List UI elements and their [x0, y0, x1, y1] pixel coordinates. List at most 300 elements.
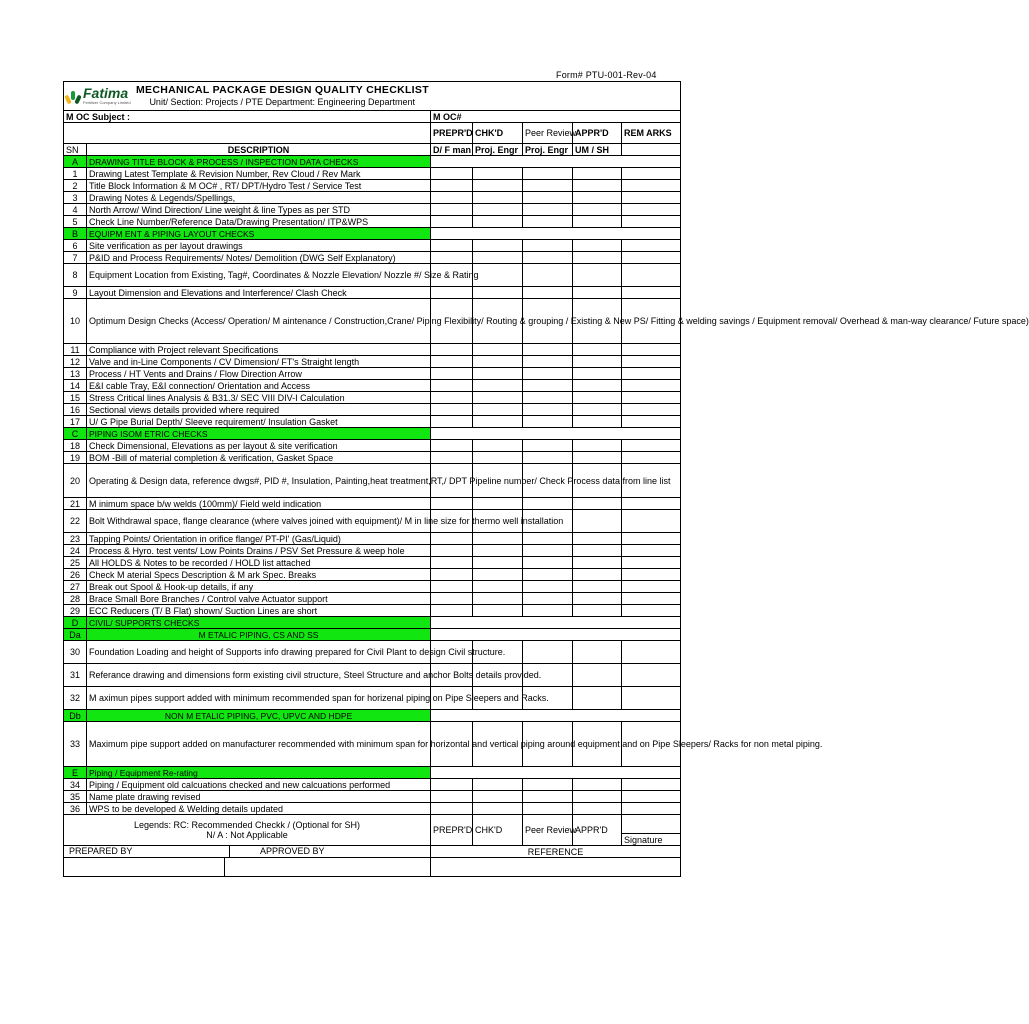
col-remarks-role [622, 144, 681, 156]
chkd-check[interactable] [473, 779, 523, 791]
item-sn: 18 [64, 440, 87, 452]
remarks-cell[interactable] [622, 416, 681, 428]
remarks-cell[interactable] [622, 791, 681, 803]
checklist-item-row [64, 380, 681, 392]
footer-apprd: APPR'D [573, 815, 622, 846]
remarks-cell[interactable] [622, 168, 681, 180]
item-sn: Db [64, 710, 87, 722]
preprd-check[interactable] [431, 404, 473, 416]
preprd-check[interactable] [431, 368, 473, 380]
apprd-check[interactable] [573, 791, 622, 803]
peer-check[interactable] [523, 416, 573, 428]
item-description: P&ID and Process Requirements/ Notes/ Demolition (DWG Self Explanatory) [87, 252, 431, 264]
remarks-cell[interactable] [622, 440, 681, 452]
apprd-check[interactable] [573, 803, 622, 815]
legend-line-1: Legends: RC: Recommended Checkk / (Optional for SH) [133, 820, 361, 830]
checklist-table [63, 81, 1029, 877]
peer-check[interactable] [523, 498, 573, 510]
signature-label: Signature [622, 834, 681, 846]
chkd-check[interactable] [473, 440, 523, 452]
apprd-check[interactable] [573, 344, 622, 356]
apprd-check[interactable] [573, 545, 622, 557]
apprd-check[interactable] [573, 356, 622, 368]
title-block-right [431, 82, 681, 111]
peer-check[interactable] [523, 557, 573, 569]
item-sn: 9 [64, 287, 87, 299]
remarks-cell[interactable] [622, 533, 681, 545]
apprd-check[interactable] [573, 641, 622, 664]
apprd-check[interactable] [573, 192, 622, 204]
apprd-check[interactable] [573, 264, 622, 287]
preprd-check[interactable] [431, 344, 473, 356]
preprd-check[interactable] [431, 605, 473, 617]
item-sn: 33 [64, 722, 87, 767]
col-apprd: APPR'D [573, 123, 622, 144]
chkd-check[interactable] [473, 392, 523, 404]
col-preprd: PREPR'D [431, 123, 473, 144]
peer-check[interactable] [523, 180, 573, 192]
footer-chkd: CHK'D [473, 815, 523, 846]
remarks-cell[interactable] [622, 356, 681, 368]
preprd-check[interactable] [431, 440, 473, 452]
preprd-check[interactable] [431, 557, 473, 569]
checklist-item-row [64, 581, 681, 593]
chkd-check[interactable] [473, 168, 523, 180]
chkd-check[interactable] [473, 498, 523, 510]
col-peer-role: Proj. Engr [523, 144, 573, 156]
peer-check[interactable] [523, 545, 573, 557]
item-sn: 19 [64, 452, 87, 464]
section-title: M ETALIC PIPING, CS AND SS [87, 629, 431, 641]
chkd-check[interactable] [473, 344, 523, 356]
remarks-cell[interactable] [622, 216, 681, 228]
legend-row [64, 815, 681, 834]
remarks-cell[interactable] [622, 192, 681, 204]
checklist-item-row [64, 510, 681, 533]
item-sn: 15 [64, 392, 87, 404]
peer-check[interactable] [523, 287, 573, 299]
item-sn: B [64, 228, 87, 240]
chkd-check[interactable] [473, 287, 523, 299]
preprd-check[interactable] [431, 779, 473, 791]
preprd-check[interactable] [431, 180, 473, 192]
item-sn: 12 [64, 356, 87, 368]
item-description: E&I cable Tray, E&I connection/ Orientation and Access [87, 380, 431, 392]
apprd-check[interactable] [573, 498, 622, 510]
moc-row [64, 111, 681, 123]
logo-name: Fatima [83, 85, 129, 101]
item-sn: 29 [64, 605, 87, 617]
item-sn: 8 [64, 264, 87, 287]
peer-check[interactable] [523, 440, 573, 452]
item-description: Layout Dimension and Elevations and Interference/ Clash Check [87, 287, 431, 299]
item-sn: 10 [64, 299, 87, 344]
peer-check[interactable] [523, 581, 573, 593]
apprd-check[interactable] [573, 216, 622, 228]
checklist-item-row [64, 464, 681, 498]
preprd-check[interactable] [431, 791, 473, 803]
checklist-item-row [64, 498, 681, 510]
sign-off-blank [64, 858, 431, 877]
remarks-cell[interactable] [622, 605, 681, 617]
remarks-cell[interactable] [622, 593, 681, 605]
peer-check[interactable] [523, 380, 573, 392]
remarks-cell[interactable] [622, 204, 681, 216]
logo-subtext: Fertilizer Company Limited [83, 100, 131, 105]
checklist-item-row [64, 687, 681, 710]
peer-check[interactable] [523, 605, 573, 617]
item-description: Foundation Loading and height of Supports info drawing prepared for Civil Plant to design Civil structure. [87, 641, 431, 664]
chkd-check[interactable] [473, 452, 523, 464]
chkd-check[interactable] [473, 581, 523, 593]
remarks-cell[interactable] [622, 545, 681, 557]
item-sn: 17 [64, 416, 87, 428]
checklist-item-row [64, 452, 681, 464]
preprd-check[interactable] [431, 216, 473, 228]
section-title: PIPING ISOM ETRIC CHECKS [87, 428, 431, 440]
item-sn: 4 [64, 204, 87, 216]
apprd-check[interactable] [573, 687, 622, 710]
preprd-check[interactable] [431, 168, 473, 180]
preprd-check[interactable] [431, 287, 473, 299]
apprd-check[interactable] [573, 557, 622, 569]
remarks-cell[interactable] [622, 641, 681, 664]
checklist-item-row [64, 722, 681, 767]
checklist-item-row [64, 533, 681, 545]
item-description: Referance drawing and dimensions form existing civil structure, Steel Structure and anchor Bolts details provided. [87, 664, 431, 687]
remarks-cell[interactable] [622, 287, 681, 299]
remarks-cell[interactable] [622, 687, 681, 710]
item-sn: 30 [64, 641, 87, 664]
item-sn: D [64, 617, 87, 629]
approved-by-label: APPROVED BY [260, 846, 325, 856]
remarks-cell[interactable] [622, 779, 681, 791]
checklist-item-row [64, 264, 681, 287]
moc-number-label: M OC# [431, 111, 681, 123]
peer-check[interactable] [523, 803, 573, 815]
item-description: All HOLDS & Notes to be recorded / HOLD list attached [87, 557, 431, 569]
chkd-check[interactable] [473, 380, 523, 392]
peer-check[interactable] [523, 204, 573, 216]
sign-off-cells [64, 846, 431, 858]
apprd-check[interactable] [573, 440, 622, 452]
apprd-check[interactable] [573, 180, 622, 192]
remarks-cell[interactable] [622, 803, 681, 815]
col-remarks: REM ARKS [622, 123, 681, 144]
apprd-check[interactable] [573, 252, 622, 264]
col-peer-review: Peer Review [523, 123, 573, 144]
peer-check[interactable] [523, 240, 573, 252]
item-description: Name plate drawing revised [87, 791, 431, 803]
remarks-cell[interactable] [622, 180, 681, 192]
preprd-check[interactable] [431, 252, 473, 264]
apprd-check[interactable] [573, 204, 622, 216]
checklist-item-row [64, 593, 681, 605]
peer-check[interactable] [523, 168, 573, 180]
prepared-by-label: PREPARED BY [64, 846, 230, 857]
item-description: Brace Small Bore Branches / Control valve Actuator support [87, 593, 431, 605]
checklist-item-row [64, 641, 681, 664]
apprd-check[interactable] [573, 605, 622, 617]
peer-check[interactable] [523, 569, 573, 581]
peer-check[interactable] [523, 252, 573, 264]
apprd-check[interactable] [573, 287, 622, 299]
checklist-item-row [64, 791, 681, 803]
item-sn: 28 [64, 593, 87, 605]
chkd-check[interactable] [473, 404, 523, 416]
section-blank-cells [431, 617, 681, 629]
section-blank-cells [431, 710, 681, 722]
item-description: Bolt Withdrawal space, flange clearance (where valves joined with equipment)/ M in line size for thermo well installation [87, 510, 431, 533]
peer-check[interactable] [523, 344, 573, 356]
item-sn: 22 [64, 510, 87, 533]
chkd-check[interactable] [473, 204, 523, 216]
remarks-cell[interactable] [622, 240, 681, 252]
item-sn: 25 [64, 557, 87, 569]
preprd-check[interactable] [431, 569, 473, 581]
peer-check[interactable] [523, 392, 573, 404]
item-sn: 7 [64, 252, 87, 264]
remarks-cell[interactable] [622, 252, 681, 264]
checklist-item-row [64, 605, 681, 617]
checklist-item-row [64, 440, 681, 452]
apprd-check[interactable] [573, 569, 622, 581]
chkd-check[interactable] [473, 557, 523, 569]
apprd-check[interactable] [573, 416, 622, 428]
unit-section: Unit/ Section: Projects / PTE Department: Engineering Department [149, 97, 416, 107]
peer-check[interactable] [523, 779, 573, 791]
item-sn: 34 [64, 779, 87, 791]
chkd-check[interactable] [473, 356, 523, 368]
footer-remarks-blank [622, 815, 681, 834]
item-description: Drawing Notes & Legends/Spellings, [87, 192, 431, 204]
item-description: M aximun pipes support added with minimum recommended span for horizenal piping on Pipe Sleepers and Racks. [87, 687, 431, 710]
remarks-cell[interactable] [622, 380, 681, 392]
item-description: Tapping Points/ Orientation in orifice flange/ PT-PI' (Gas/Liquid) [87, 533, 431, 545]
item-sn: E [64, 767, 87, 779]
chkd-check[interactable] [473, 192, 523, 204]
apprd-check[interactable] [573, 510, 622, 533]
item-description: Compliance with Project relevant Specifications [87, 344, 431, 356]
remarks-cell[interactable] [622, 557, 681, 569]
checklist-item-row [64, 664, 681, 687]
preprd-check[interactable] [431, 452, 473, 464]
form-number: Form# PTU-001-Rev-04 [556, 70, 657, 80]
preprd-check[interactable] [431, 593, 473, 605]
reference-box [431, 858, 681, 877]
legend-line-2: N/ A : Not Applicable [206, 830, 288, 840]
item-sn: 14 [64, 380, 87, 392]
item-sn: A [64, 156, 87, 168]
item-description: M inimum space b/w welds (100mm)/ Field weld indication [87, 498, 431, 510]
checklist-item-row [64, 557, 681, 569]
section-blank-cells [431, 629, 681, 641]
apprd-check[interactable] [573, 779, 622, 791]
preprd-check[interactable] [431, 380, 473, 392]
remarks-cell[interactable] [622, 368, 681, 380]
item-description: Title Block Information & M OC# , RT/ DPT/Hydro Test / Service Test [87, 180, 431, 192]
preprd-check[interactable] [431, 204, 473, 216]
preprd-check[interactable] [431, 356, 473, 368]
remarks-cell[interactable] [622, 581, 681, 593]
chkd-check[interactable] [473, 264, 523, 287]
header-spacer [64, 123, 431, 144]
item-sn: 20 [64, 464, 87, 498]
apprd-check[interactable] [573, 664, 622, 687]
remarks-cell[interactable] [622, 569, 681, 581]
item-description: Optimum Design Checks (Access/ Operation/ M aintenance / Construction,Crane/ Piping Flexibility/ Routing & grouping / Existing & New PS/ Fitting & welding savings / Equipment removal/ Overhead & man-way clearance/ Future space) [87, 299, 431, 344]
item-sn: 26 [64, 569, 87, 581]
item-description: Check Line Number/Reference Data/Drawing Presentation/ ITP&WPS [87, 216, 431, 228]
company-logo [66, 84, 131, 110]
chkd-check[interactable] [473, 593, 523, 605]
chkd-check[interactable] [473, 180, 523, 192]
sign-off-label-row [64, 846, 681, 858]
checklist-item-row [64, 344, 681, 356]
apprd-check[interactable] [573, 168, 622, 180]
section-title: EQUIPM ENT & PIPING LAYOUT CHECKS [87, 228, 431, 240]
checklist-item-row [64, 252, 681, 264]
item-sn: 21 [64, 498, 87, 510]
section-row [64, 156, 681, 168]
chkd-check[interactable] [473, 416, 523, 428]
peer-check[interactable] [523, 216, 573, 228]
title-row [64, 82, 681, 111]
checklist-item-row [64, 180, 681, 192]
remarks-cell[interactable] [622, 264, 681, 287]
item-sn: 24 [64, 545, 87, 557]
checklist-item-row [64, 404, 681, 416]
item-description: U/ G Pipe Burial Depth/ Sleeve requirement/ Insulation Gasket [87, 416, 431, 428]
preprd-check[interactable] [431, 581, 473, 593]
peer-check[interactable] [523, 791, 573, 803]
item-description: Site verification as per layout drawings [87, 240, 431, 252]
item-description: Operating & Design data, reference dwgs#, PID #, Insulation, Painting,heat treatment,RT,/ DPT Pipeline number/ Check Process data from line list [87, 464, 431, 498]
remarks-cell[interactable] [622, 664, 681, 687]
peer-check[interactable] [523, 593, 573, 605]
section-row [64, 228, 681, 240]
remarks-cell[interactable] [622, 392, 681, 404]
section-row [64, 710, 681, 722]
checklist-item-row [64, 356, 681, 368]
item-description: Piping / Equipment old calcuations checked and new calcuations performed [87, 779, 431, 791]
chkd-check[interactable] [473, 545, 523, 557]
preprd-check[interactable] [431, 240, 473, 252]
checklist-item-row [64, 779, 681, 791]
preprd-check[interactable] [431, 498, 473, 510]
section-row [64, 767, 681, 779]
item-sn: 31 [64, 664, 87, 687]
preprd-check[interactable] [431, 803, 473, 815]
footer-peer-review: Peer Review [523, 815, 573, 846]
item-sn: 36 [64, 803, 87, 815]
apprd-check[interactable] [573, 392, 622, 404]
peer-check[interactable] [523, 404, 573, 416]
item-sn: 2 [64, 180, 87, 192]
apprd-check[interactable] [573, 380, 622, 392]
moc-subject-label: M OC Subject : [64, 111, 431, 123]
chkd-check[interactable] [473, 216, 523, 228]
title-block [64, 82, 431, 111]
peer-check[interactable] [523, 368, 573, 380]
apprd-check[interactable] [573, 452, 622, 464]
chkd-check[interactable] [473, 791, 523, 803]
checklist-item-row [64, 204, 681, 216]
col-chkd-role: Proj. Engr [473, 144, 523, 156]
section-row [64, 428, 681, 440]
page-title: MECHANICAL PACKAGE DESIGN QUALITY CHECKLIST [136, 84, 429, 96]
apprd-check[interactable] [573, 593, 622, 605]
item-description: Stress Critical lines Analysis & B31.3/ SEC VIII DIV-I Calculation [87, 392, 431, 404]
item-description: Equipment Location from Existing, Tag#, Coordinates & Nozzle Elevation/ Nozzle #/ Size & Rating [87, 264, 431, 287]
remarks-cell[interactable] [622, 510, 681, 533]
preprd-check[interactable] [431, 392, 473, 404]
chkd-check[interactable] [473, 533, 523, 545]
chkd-check[interactable] [473, 605, 523, 617]
checklist-item-row [64, 569, 681, 581]
chkd-check[interactable] [473, 368, 523, 380]
checklist-item-row [64, 392, 681, 404]
checklist-item-row [64, 192, 681, 204]
peer-check[interactable] [523, 264, 573, 287]
preprd-check[interactable] [431, 416, 473, 428]
col-sn: SN [64, 144, 87, 156]
peer-check[interactable] [523, 641, 573, 664]
item-sn: 6 [64, 240, 87, 252]
item-sn: 5 [64, 216, 87, 228]
item-description: Drawing Latest Template & Revision Number, Rev Cloud / Rev Mark [87, 168, 431, 180]
peer-check[interactable] [523, 192, 573, 204]
apprd-check[interactable] [573, 581, 622, 593]
apprd-check[interactable] [573, 404, 622, 416]
item-description: Break out Spool & Hook-up details, if any [87, 581, 431, 593]
chkd-check[interactable] [473, 569, 523, 581]
checklist-item-row [64, 368, 681, 380]
apprd-check[interactable] [573, 240, 622, 252]
peer-check[interactable] [523, 452, 573, 464]
column-subheader-row [64, 144, 681, 156]
reference-label: REFERENCE [431, 846, 681, 858]
item-description: Process / HT Vents and Drains / Flow Direction Arrow [87, 368, 431, 380]
preprd-check[interactable] [431, 533, 473, 545]
chkd-check[interactable] [473, 252, 523, 264]
chkd-check[interactable] [473, 240, 523, 252]
item-sn: 13 [64, 368, 87, 380]
item-description: Check Dimensional, Elevations as per layout & site verification [87, 440, 431, 452]
peer-check[interactable] [523, 356, 573, 368]
remarks-cell[interactable] [622, 344, 681, 356]
leaf-icon [66, 89, 80, 105]
remarks-cell[interactable] [622, 452, 681, 464]
preprd-check[interactable] [431, 545, 473, 557]
preprd-check[interactable] [431, 192, 473, 204]
apprd-check[interactable] [573, 533, 622, 545]
remarks-cell[interactable] [622, 404, 681, 416]
section-title: CIVIL/ SUPPORTS CHECKS [87, 617, 431, 629]
peer-check[interactable] [523, 533, 573, 545]
item-description: Process & Hyro. test vents/ Low Points Drains / PSV Set Pressure & weep hole [87, 545, 431, 557]
item-sn: 3 [64, 192, 87, 204]
apprd-check[interactable] [573, 368, 622, 380]
prepared-by-sign-box [64, 858, 225, 876]
remarks-cell[interactable] [622, 498, 681, 510]
approved-by-sign-box [225, 858, 430, 876]
item-description: North Arrow/ Wind Direction/ Line weight & line Types as per STD [87, 204, 431, 216]
item-description: ECC Reducers (T/ B Flat) shown/ Suction Lines are short [87, 605, 431, 617]
section-row [64, 629, 681, 641]
chkd-check[interactable] [473, 803, 523, 815]
checklist-item-row [64, 216, 681, 228]
